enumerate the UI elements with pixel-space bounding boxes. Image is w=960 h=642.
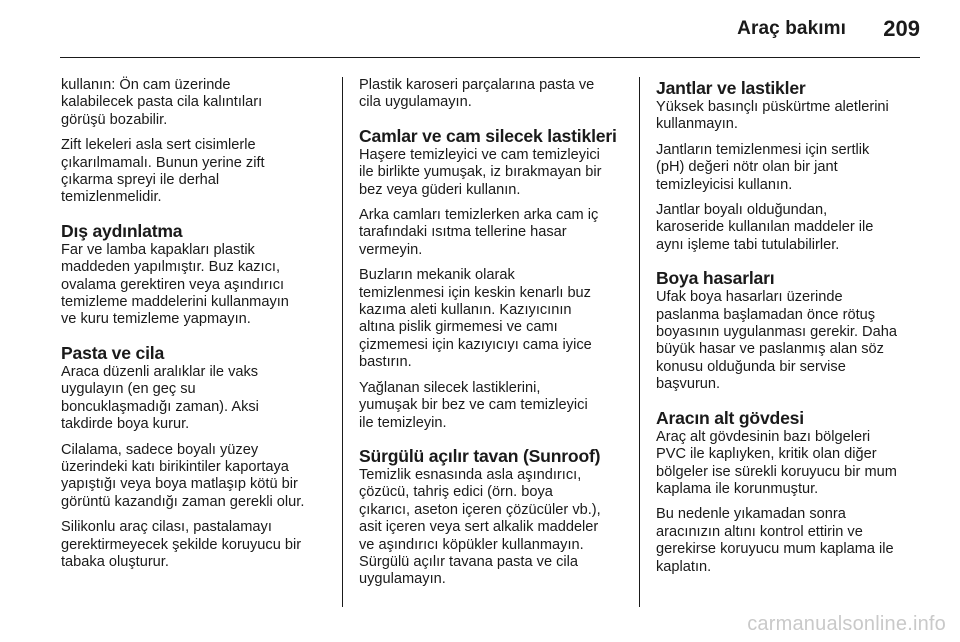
paragraph (359, 267, 625, 371)
text-line: Cilalama, sadece boyalı yüzey (61, 441, 259, 458)
paragraph (656, 429, 922, 499)
text-column-3 (656, 77, 922, 584)
text-line: altına pislik girmemesi ve camı (359, 319, 558, 336)
section-heading: Dış aydınlatma (61, 220, 183, 241)
text-line: Temizlik esnasında asla aşındırıcı, (359, 466, 582, 483)
section-heading: Aracın alt gövdesi (656, 407, 804, 428)
text-line: uygulayın (en geç su (61, 381, 196, 398)
paragraph (359, 77, 625, 112)
paragraph (656, 142, 922, 194)
paragraph (359, 207, 625, 259)
text-line: kaplatın. (656, 558, 712, 575)
text-line: büyük hasar ve paslanmış alan söz (656, 341, 884, 358)
paragraph (656, 99, 922, 134)
text-line: ve kuru temizleme yapmayın. (61, 311, 251, 328)
text-line: paslanma başlamadan önce rötuş (656, 306, 876, 323)
text-line: uygulamayın. (359, 571, 446, 588)
text-line: tabaka oluşturur. (61, 553, 169, 570)
page-header (0, 0, 960, 60)
paragraph (61, 364, 331, 434)
text-line: temizleyicisi kullanın. (656, 176, 793, 193)
text-line: Jantlar boyalı olduğundan, (656, 202, 828, 219)
text-line: kullanın: Ön cam üzerinde (61, 77, 231, 93)
text-line: ovalama gerektiren veya aşındırıcı (61, 276, 285, 293)
text-line: ve aşındırıcı köpükler kullanmayın. (359, 536, 584, 553)
text-line: Arka camları temizlerken arka cam iç (359, 207, 599, 224)
paragraph (61, 442, 331, 512)
paragraph (359, 467, 625, 589)
text-line: Araca düzenli aralıklar ile vaks (61, 363, 259, 380)
text-line: takdirde boya kurur. (61, 416, 190, 433)
text-line: gerekirse koruyucu mum kaplama ile (656, 541, 894, 558)
text-line: asit içeren veya sert alkalik maddeler (359, 519, 599, 536)
text-line: Plastik karoseri parçalarına pasta ve (359, 77, 595, 93)
text-line: görüşü bozabilir. (61, 111, 168, 128)
text-line: temizlenmelidir. (61, 189, 162, 206)
text-line: bastırın. (359, 354, 412, 371)
text-line: Buzların mekanik olarak (359, 267, 515, 284)
paragraph (656, 289, 922, 393)
text-line: tarafındaki ısıtma tellerine hasar (359, 224, 567, 241)
text-line: Yüksek basınçlı püskürtme aletlerini (656, 99, 889, 115)
text-line: aracınızın altını kontrol ettirin ve (656, 523, 863, 540)
paragraph (359, 147, 625, 199)
text-line: başvurun. (656, 376, 721, 393)
text-line: Zift lekeleri asla sert cisimlerle (61, 137, 256, 154)
text-line: yumuşak bir bez ve cam temizleyici (359, 397, 588, 414)
text-line: maddeden yapılmıştır. Buz kazıcı, (61, 259, 281, 276)
paragraph (61, 137, 331, 207)
text-line: Haşere temizleyici ve cam temizleyici (359, 146, 600, 163)
text-line: Jantların temizlenmesi için sertlik (656, 141, 870, 158)
text-line: Araç alt gövdesinin bazı bölgeleri (656, 428, 871, 445)
text-column-1 (61, 77, 331, 579)
column-divider-1 (342, 77, 343, 607)
text-line: Ufak boya hasarları üzerinde (656, 289, 843, 306)
text-line: Sürgülü açılır tavana pasta ve cila (359, 553, 579, 570)
page-number: 209 (883, 16, 920, 41)
text-line: boyasının uygulanması gerekir. Daha (656, 324, 897, 341)
paragraph (61, 77, 331, 129)
text-line: Silikonlu araç cilası, pastalamayı (61, 519, 272, 536)
text-line: çıkarılmamalı. Bunun yerine zift (61, 154, 265, 171)
text-line: bölgeler ise sürekli koruyucu bir mum (656, 463, 897, 480)
text-line: (pH) değeri nötr olan bir jant (656, 159, 838, 176)
section-heading: Pasta ve cila (61, 342, 165, 363)
text-line: kazıma aleti kullanın. Kazıyıcının (359, 302, 572, 319)
paragraph (656, 202, 922, 254)
text-line: gerektirmeyecek şekilde koruyucu bir (61, 536, 302, 553)
column-divider-2 (639, 77, 640, 607)
text-line: çıkarıcı, aseton içeren çözücüler vb.), (359, 501, 601, 518)
text-line: Far ve lamba kapakları plastik (61, 241, 255, 258)
paragraph (61, 242, 331, 329)
paragraph (656, 506, 922, 576)
text-line: kalabilecek pasta cila kalıntıları (61, 94, 263, 111)
text-line: ile temizleyin. (359, 414, 447, 431)
section-heading: Jantlar ve lastikler (656, 78, 806, 98)
text-line: ile birlikte yumuşak, iz bırakmayan bir (359, 164, 602, 181)
text-line: konusu olduğunda bir servise (656, 358, 846, 375)
text-line: çözücü, tahriş edici (örn. boya (359, 484, 553, 501)
text-line: boncuklaşmadığı zaman). Aksi (61, 398, 259, 415)
text-column-2 (359, 77, 625, 597)
section-heading: Boya hasarları (656, 268, 775, 289)
text-line: temizlenmesi için keskin kenarlı buz (359, 284, 591, 301)
text-line: PVC ile kaplıyken, kritik olan diğer (656, 446, 877, 463)
text-line: çıkarma spreyi ile derhal (61, 172, 220, 189)
header-rule (60, 57, 920, 58)
text-line: temizleme maddelerini kullanmayın (61, 294, 289, 311)
text-line: cila uygulamayın. (359, 94, 472, 111)
text-line: aynı işleme tabi tutulabilirler. (656, 236, 840, 253)
paragraph (359, 380, 625, 432)
text-line: kullanmayın. (656, 116, 738, 133)
section-title: Araç bakımı (737, 18, 846, 39)
watermark: carmanualsonline.info (747, 613, 946, 635)
text-line: çizmemesi için kazıyıcıyı cama iyice (359, 336, 592, 353)
text-line: yapıştığı veya boya matlaşıp kötü bir (61, 476, 298, 493)
text-line: Yağlanan silecek lastiklerini, (359, 379, 541, 396)
text-line: vermeyin. (359, 241, 423, 258)
text-line: bez veya güderi kullanın. (359, 181, 521, 198)
text-line: karoseride kullanılan maddeler ile (656, 219, 874, 236)
section-heading: Camlar ve cam silecek lastikleri (359, 125, 617, 146)
paragraph (61, 519, 331, 571)
text-line: Bu nedenle yıkamadan sonra (656, 506, 846, 523)
text-line: kaplama ile korunmuştur. (656, 480, 819, 497)
text-line: üzerindeki katı birikintiler kaportaya (61, 458, 289, 475)
section-heading: Sürgülü açılır tavan (Sunroof) (359, 445, 601, 466)
text-line: görüntü kazandığı zaman gerekli olur. (61, 493, 305, 510)
